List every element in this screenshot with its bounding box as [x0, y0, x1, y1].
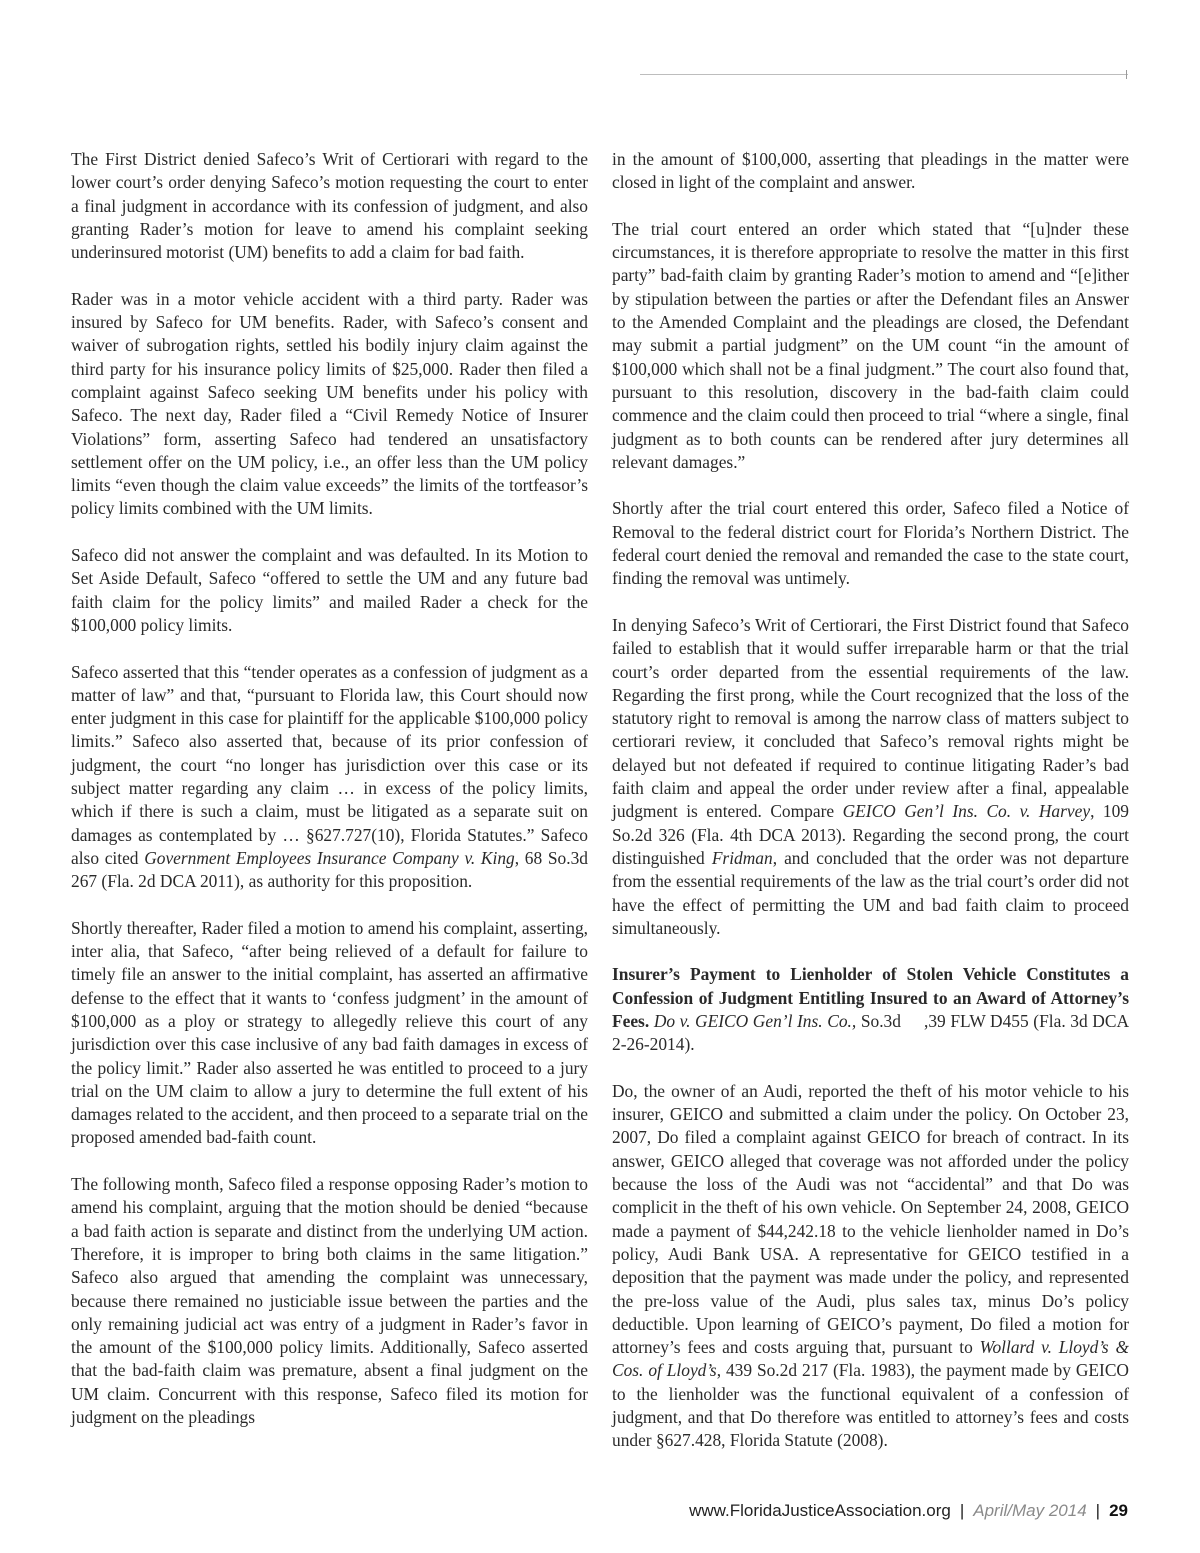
paragraph [612, 1080, 1129, 1453]
paragraph: Shortly after the trial court entered this order, Safeco filed a Notice of Removal to the federal district court for Florida’s Northern District. The federal court denied the removal and remanded the case to the state court, finding the removal was untimely. [612, 498, 1129, 589]
text-run: In denying Safeco’s Writ of Certiorari, the First District found that Safeco failed to establish that it would suffer irreparable harm or that the trial court’s order departed from the essential requirements of the law. Regarding the first prong, while the Court recognized that the loss of the statutory right to removal is among the narrow class of matters subject to certiorari review, it concluded that Safeco’s removal rights might be delayed but not defeated if required to continue litigating Rader’s bad faith claim and appeal the order under review after a final, appealable judgment is entered. Compare [612, 614, 1129, 822]
footer-divider: | [959, 1501, 965, 1520]
left-column [71, 148, 588, 1453]
issue-date: April/May 2014 [973, 1501, 1087, 1520]
paragraph: Rader was in a motor vehicle accident with a third party. Rader was insured by Safeco for UM benefits. Rader, with Safeco’s consent and waiver of subrogation rights, settled his bodily injury claim against the third party for his insurance policy limits of $25,000. Rader then filed a complaint against Safeco seeking UM benefits under his policy with Safeco. The next day, Rader filed a “Civil Remedy Notice of Insurer Violations” form, asserting Safeco had tendered an unsatisfactory settlement offer on the UM policy, i.e., an offer less than the UM policy limits “even though the claim value exceeds” the limits of the tortfeasor’s policy limits combined with the UM limits. [71, 288, 588, 519]
text-run: So.3d ,39 FLW D455 (Fla. 3d DCA 2-26-2014). [612, 1010, 1134, 1055]
paragraph [612, 614, 1129, 940]
case-citation: Wollard v. Lloyd’s & Cos. of Lloyd’s [612, 1337, 1129, 1381]
page-footer [560, 1501, 1128, 1521]
header-rule-cap [1126, 70, 1127, 79]
case-citation: Fridman [711, 847, 773, 868]
heading-bold: Insurer’s Payment to Lienholder of Stolen Vehicle Constitutes a Confession of Judgment Entitling Insured to an Award of Attorney’s Fees. [612, 964, 1129, 1031]
footer-divider: | [1095, 1501, 1101, 1520]
page-number: 29 [1109, 1501, 1128, 1520]
paragraph: Safeco did not answer the complaint and was defaulted. In its Motion to Set Aside Default, Safeco “offered to settle the UM and any future bad faith claim for the policy limits” and mailed Rader a check for the $100,000 policy limits. [71, 545, 588, 635]
case-citation: GEICO Gen’l Ins. Co. v. Harvey [842, 801, 1091, 822]
paragraph: Shortly thereafter, Rader filed a motion to amend his complaint, asserting, inter alia, that Safeco, “after being relieved of a default for failure to timely file an answer to the initial complaint, has asserted an affirmative defense to the effect that it wants to ‘confess judgment’ in the amount of $100,000 as a ploy or strategy to allegedly relieve this court of any jurisdiction over this case inclusive of any bad faith damages in excess of the policy limit.” Rader also asserted he was entitled to proceed to a jury trial on the UM claim to allow a jury to determine the full extent of his damages related to the accident, and then proceed to a separate trial on the proposed amended bad-faith count. [71, 917, 588, 1148]
website-link[interactable]: www.FloridaJusticeAssociation.org [689, 1501, 951, 1520]
text-run: , 109 So.2d 326 (Fla. 4th DCA 2013). Regarding the second prong, the court distinguished [612, 801, 1130, 868]
paragraph: in the amount of $100,000, asserting that pleadings in the matter were closed in light of the complaint and answer. [612, 149, 1129, 193]
case-citation: Do v. GEICO Gen’l Ins. Co., [653, 1010, 857, 1031]
text-run: Safeco asserted that this “tender operates as a confession of judgment as a matter of law” and that, “pursuant to Florida law, this Court should now enter judgment in this case for plaintiff for the applicable $100,000 policy limits.” Safeco also asserted that, because of its prior confession of judgment, the court “no longer has jurisdiction over this case or its subject matter regarding any claim … in excess of the policy limits, which if there is such a claim, must be litigated as a separate suit on damages as contemplated by … §627.727(10), Florida Statutes.” Safeco also cited [71, 661, 588, 868]
right-column [612, 148, 1134, 1476]
text-run: , 68 So.3d 267 (Fla. 2d DCA 2011), as authority for this proposition. [71, 847, 588, 892]
text-run: , and concluded that the order was not departure from the essential requirements of the law as the trial court’s order did not have the effect of permitting the UM and bad faith claim to proceed simultaneously. [612, 847, 1129, 938]
text-run: , 439 So.2d 217 (Fla. 1983), the payment made by GEICO to the lienholder was the functional equivalent of a confession of judgment, and that Do therefore was entitled to attorney’s fees and costs under §627.428, Florida Statute (2008). [612, 1360, 1129, 1451]
paragraph: The First District denied Safeco’s Writ of Certiorari with regard to the lower court’s order denying Safeco’s motion requesting the court to enter a final judgment in accordance with its confession of judgment, and also granting Rader’s motion for leave to amend his complaint seeking underinsured motorist (UM) benefits to add a claim for bad faith. [71, 149, 588, 263]
section-heading [612, 963, 1134, 1056]
paragraph: The following month, Safeco filed a response opposing Rader’s motion to amend his complaint, arguing that the motion should be denied “because a bad faith action is separate and distinct from the underlying UM action. Therefore, it is improper to bring both claims in the same litigation.” Safeco also argued that amending the complaint was unnecessary, because there remained no justiciable issue between the parties and the only remaining judicial act was entry of a judgment in Rader’s favor in the amount of the $100,000 policy limits. Additionally, Safeco asserted that the bad-faith claim was premature, absent a final judgment on the UM claim. Concurrent with this response, Safeco filed its motion for judgment on the pleadings [71, 1174, 588, 1428]
paragraph: The trial court entered an order which stated that “[u]nder these circumstances, it is therefore appropriate to resolve the matter in this first party” bad-faith claim by granting Rader’s motion to amend and “[e]ither by stipulation between the parties or after the Defendant files an Answer to the Amended Complaint and the pleadings are closed, the Defendant may submit a partial judgment” on the UM count “in the amount of $100,000 which shall not be a final judgment.” The court also found that, pursuant to this resolution, discovery in the bad-faith claim could commence and the claim could then proceed to trial “where a single, final judgment as to both counts can be rendered after jury determines all relevant damages.” [612, 218, 1129, 472]
paragraph [71, 661, 588, 894]
case-citation: Government Employees Insurance Company v. King [144, 847, 515, 868]
header-rule [640, 74, 1128, 75]
text-run: Do, the owner of an Audi, reported the theft of his motor vehicle to his insurer, GEICO and submitted a claim under the policy. On October 23, 2007, Do filed a complaint against GEICO for breach of contract. In its answer, GEICO alleged that coverage was not afforded under the policy because the loss of the Audi was not “accidental” and that Do was complicit in the theft of his own vehicle. On September 24, 2008, GEICO made a payment of $44,242.18 to the vehicle lienholder named in Do’s policy, Audi Bank USA. A representative for GEICO testified in a deposition that the payment was made under the policy, and represented the pre-loss value of the Audi, plus sales tax, minus Do’s policy deductible. Upon learning of GEICO’s payment, Do filed a motion for attorney’s fees and costs arguing that, pursuant to [612, 1080, 1129, 1358]
